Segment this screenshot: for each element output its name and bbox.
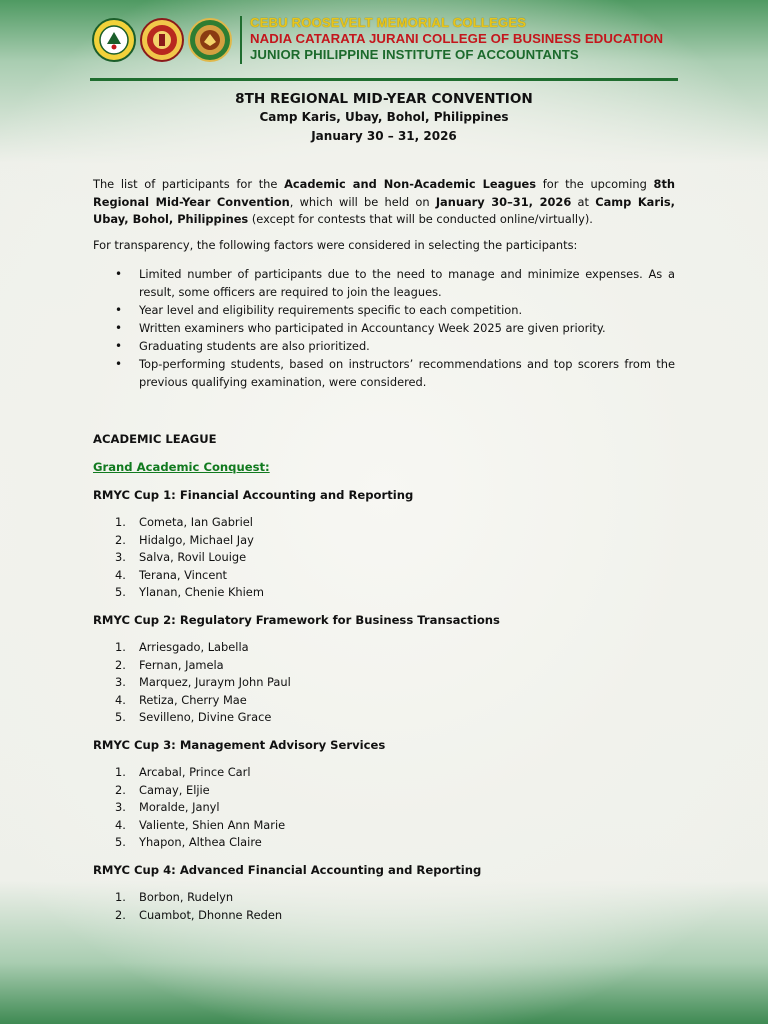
participant-name: Retiza, Cherry Mae xyxy=(139,692,247,707)
institution-name-3: JUNIOR PHILIPPINE INSTITUTE OF ACCOUNTANTS xyxy=(250,47,579,62)
list-item xyxy=(93,782,285,800)
participant-name: Arriesgado, Labella xyxy=(139,640,249,654)
list-item: • Year level and eligibility requirements specific to each competition. xyxy=(93,301,675,319)
participant-name: Borbon, Rudelyn xyxy=(139,890,234,904)
list-item xyxy=(93,657,291,675)
intro-text: for the upcoming xyxy=(536,177,654,191)
cup-3-title: RMYC Cup 3: Management Advisory Services xyxy=(93,738,386,752)
participant-name: Fernan, Jamela xyxy=(139,657,224,672)
participant-name: Valiente, Shien Ann Marie xyxy=(139,817,286,832)
league-heading: ACADEMIC LEAGUE xyxy=(93,432,217,446)
list-item: • Top-performing students, based on instructors’ recommendations and top scorers from the previous qualifying examination, were considered. xyxy=(93,355,675,391)
participant-name: Arcabal, Prince Carl xyxy=(139,765,251,779)
list-number: 2. xyxy=(115,657,126,672)
cup-2-participants xyxy=(93,639,291,727)
list-number: 3. xyxy=(115,550,126,565)
intro-bold: January 30–31, 2026 xyxy=(435,194,572,209)
list-item xyxy=(93,514,264,532)
intro-text: , which will be held on xyxy=(289,194,436,209)
list-item xyxy=(93,834,285,852)
transparency-paragraph: For transparency, the following factors were considered in selecting the participants: xyxy=(93,238,578,252)
list-item xyxy=(93,907,282,925)
crmc-seal-logo xyxy=(92,18,136,62)
participant-name: Cuambot, Dhonne Reden xyxy=(139,907,283,922)
conquest-heading: Grand Academic Conquest: xyxy=(93,460,270,474)
list-number: 1. xyxy=(115,765,126,779)
list-item xyxy=(93,639,291,657)
list-item xyxy=(93,889,282,907)
letterhead xyxy=(90,14,678,80)
participant-name: Marquez, Juraym John Paul xyxy=(139,675,291,690)
list-number: 2. xyxy=(115,782,126,797)
list-number: 4. xyxy=(115,692,126,707)
cup-3-participants xyxy=(93,764,285,852)
intro-bold: Academic and Non-Academic Leagues xyxy=(284,177,537,191)
intro-text: at xyxy=(571,194,596,209)
list-number: 5. xyxy=(115,710,126,725)
list-number: 2. xyxy=(115,907,126,922)
list-item: • Written examiners who participated in Accountancy Week 2025 are given priority. xyxy=(93,319,675,337)
list-item xyxy=(93,549,264,567)
list-item: • Limited number of participants due to the need to manage and minimize expenses. As a result, some officers are required to join the leagues. xyxy=(93,265,675,301)
participant-name: Sevilleno, Divine Grace xyxy=(139,710,272,725)
list-number: 2. xyxy=(115,532,126,547)
participant-name: Yhapon, Althea Claire xyxy=(139,835,262,850)
participant-name: Camay, Eljie xyxy=(139,782,210,797)
intro-bold: Camp Karis, Ubay, Bohol, Philippines xyxy=(93,194,675,226)
document-title: 8TH REGIONAL MID-YEAR CONVENTION xyxy=(235,91,533,107)
participant-name: Hidalgo, Michael Jay xyxy=(139,532,254,547)
list-item xyxy=(93,567,264,585)
cup-1-participants xyxy=(93,514,264,602)
intro-text: The list of participants for the xyxy=(93,177,285,191)
participant-name: Moralde, Janyl xyxy=(139,800,220,815)
list-item xyxy=(93,674,291,692)
list-number: 5. xyxy=(115,585,126,600)
participant-name: Terana, Vincent xyxy=(139,567,228,582)
title-block xyxy=(93,90,675,146)
cup-4-title: RMYC Cup 4: Advanced Financial Accounting and Reporting xyxy=(93,863,482,877)
list-item xyxy=(93,799,285,817)
list-number: 1. xyxy=(115,515,126,529)
ncjcbe-seal-logo xyxy=(140,18,184,62)
list-item xyxy=(93,584,264,602)
intro-text: (except for contests that will be conducted online/virtually). xyxy=(248,212,593,226)
intro-paragraph xyxy=(93,176,675,229)
institution-name-1: CEBU ROOSEVELT MEMORIAL COLLEGES xyxy=(250,15,527,30)
list-item xyxy=(93,709,291,727)
venue: Camp Karis, Ubay, Bohol, Philippines xyxy=(259,110,509,124)
event-dates: January 30 – 31, 2026 xyxy=(311,129,457,143)
participant-name: Ylanan, Chenie Khiem xyxy=(139,585,264,600)
list-number: 3. xyxy=(115,800,126,815)
cup-2-title: RMYC Cup 2: Regulatory Framework for Business Transactions xyxy=(93,613,500,627)
list-number: 1. xyxy=(115,640,126,654)
jpia-seal-logo xyxy=(188,18,232,62)
list-item xyxy=(93,532,264,550)
intro-bold: 8th Regional Mid-Year Convention xyxy=(93,177,675,209)
participant-name: Salva, Rovil Louige xyxy=(139,550,247,565)
participant-name: Cometa, Ian Gabriel xyxy=(139,515,253,529)
header-divider xyxy=(240,16,242,64)
cup-4-participants xyxy=(93,889,282,924)
cup-1-title: RMYC Cup 1: Financial Accounting and Reporting xyxy=(93,488,414,502)
list-number: 4. xyxy=(115,817,126,832)
institution-name-2: NADIA CATARATA JURANI COLLEGE OF BUSINESS EDUCATION xyxy=(250,31,664,46)
header-rule xyxy=(90,78,678,81)
list-item: • Graduating students are also prioritized. xyxy=(93,337,675,355)
selection-factors-list xyxy=(93,265,675,391)
list-item xyxy=(93,764,285,782)
list-item xyxy=(93,692,291,710)
list-number: 5. xyxy=(115,835,126,850)
list-number: 1. xyxy=(115,890,126,904)
list-number: 4. xyxy=(115,567,126,582)
list-number: 3. xyxy=(115,675,126,690)
list-item xyxy=(93,817,285,835)
